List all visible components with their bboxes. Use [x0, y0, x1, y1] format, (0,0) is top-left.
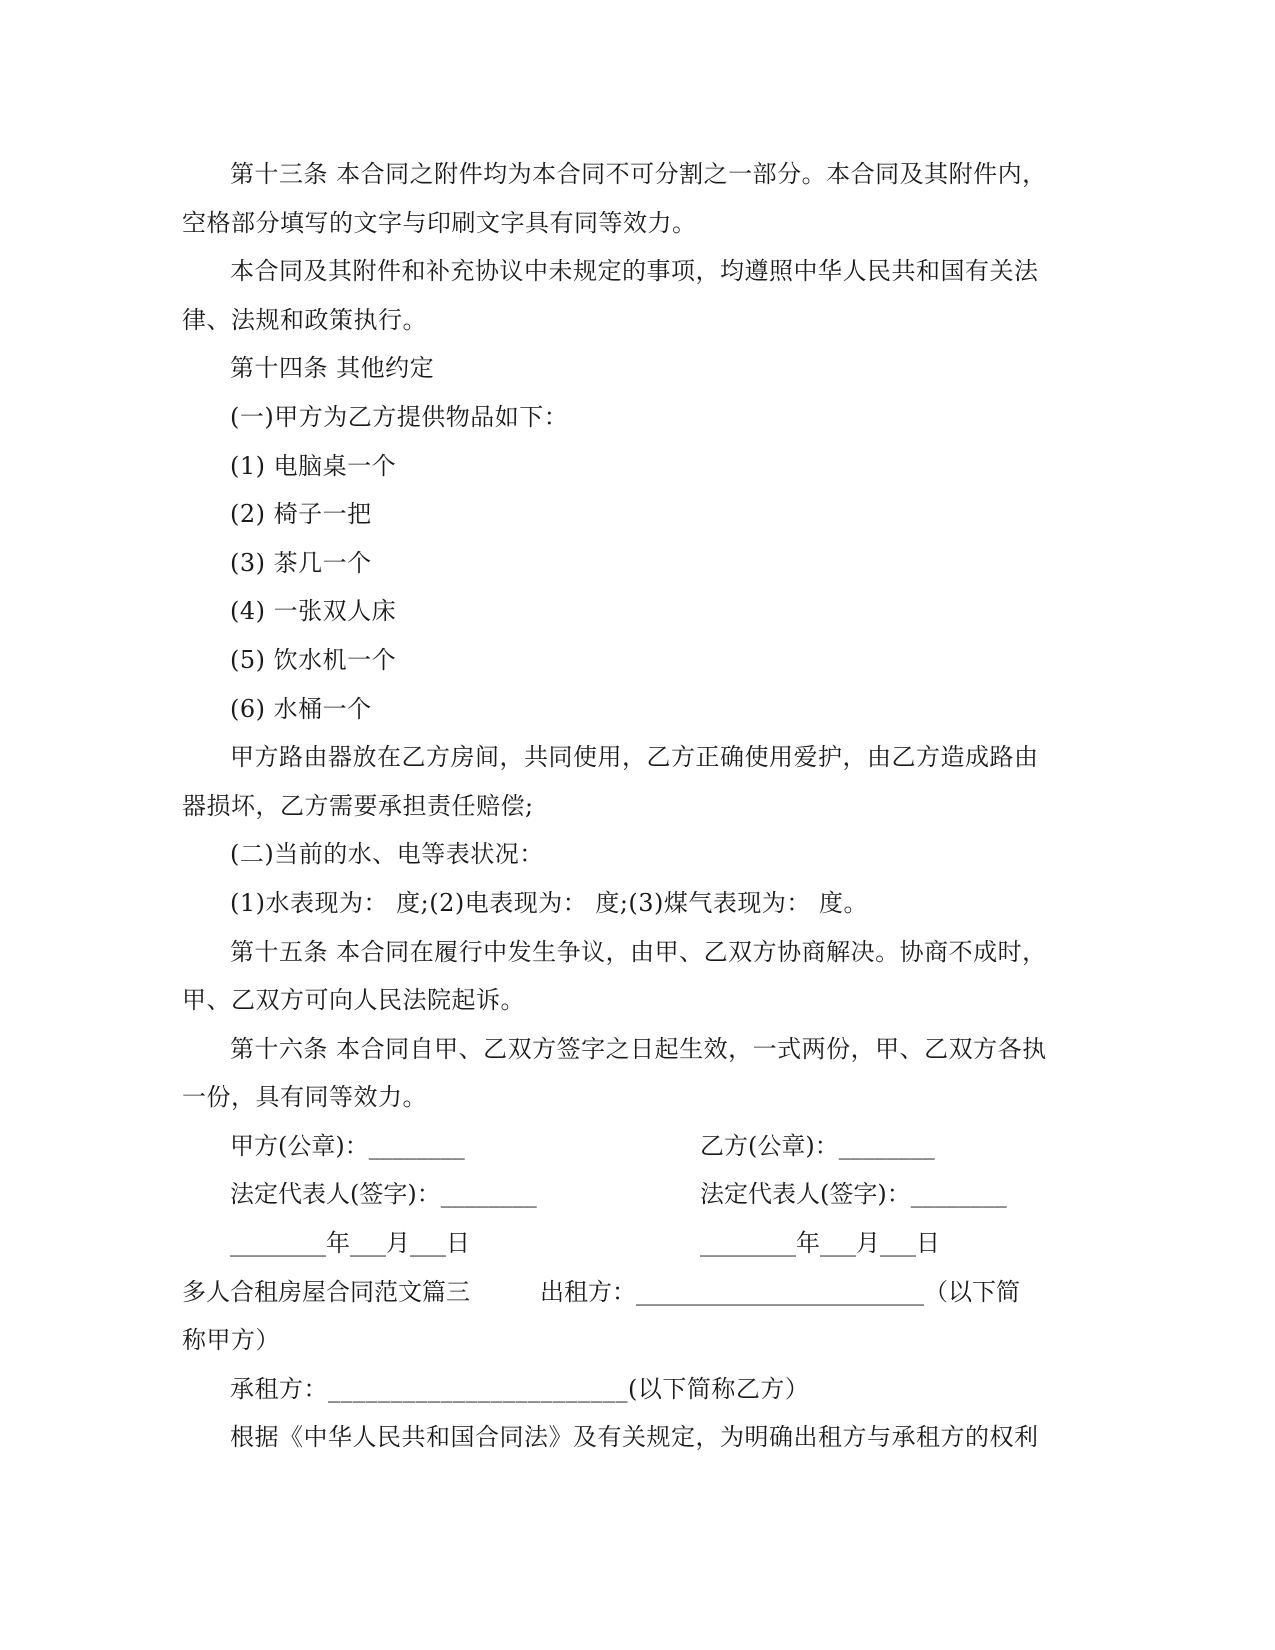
party-b-date: ________年___月___日: [700, 1229, 940, 1258]
article-13-line-1: 第十三条 本合同之附件均为本合同不可分割之一部分。本合同及其附件内，: [230, 160, 1047, 188]
next-contract-title: 多人合租房屋合同范文篇三: [182, 1277, 470, 1306]
article-16-line-1: 第十六条 本合同自甲、乙双方签字之日起生效，一式两份，甲、乙双方各执: [230, 1034, 1047, 1063]
party-a-seal: 甲方(公章)：________: [230, 1131, 465, 1160]
lessee-line: 承租方：________________________(以下简称乙方）: [230, 1374, 810, 1403]
party-b-representative: 法定代表人(签字)：________: [700, 1180, 1007, 1209]
lessor-line-2: 称甲方）: [182, 1326, 280, 1355]
party-b-seal: 乙方(公章)：________: [700, 1131, 935, 1160]
signature-seal-row: [182, 1122, 1082, 1171]
article-16-line-2: 一份，具有同等效力。: [182, 1083, 427, 1112]
next-contract-header-row: [182, 1268, 1082, 1317]
article-15-line-2: 甲、乙双方可向人民法院起诉。: [182, 986, 525, 1015]
legal-basis-line: 根据《中华人民共和国合同法》及有关规定，为明确出租方与承租方的权利: [230, 1423, 1039, 1452]
supplement-line-2: 律、法规和政策执行。: [182, 305, 427, 334]
party-a-date: ________年___月___日: [230, 1229, 470, 1258]
list-item: (1) 电脑桌一个: [230, 451, 397, 480]
article-15-line-1: 第十五条 本合同在履行中发生争议，由甲、乙双方协商解决。协商不成时，: [230, 937, 1047, 966]
router-line-1: 甲方路由器放在乙方房间，共同使用，乙方正确使用爱护，由乙方造成路由: [230, 743, 1039, 772]
article-14-title: 第十四条 其他约定: [230, 354, 435, 383]
list-item: (2) 椅子一把: [230, 500, 372, 529]
supplement-line-1: 本合同及其附件和补充协议中未规定的事项，均遵照中华人民共和国有关法: [230, 257, 1039, 286]
router-line-2: 器损坏，乙方需要承担责任赔偿;: [182, 791, 534, 820]
lessor-line: 出租方：________________________（以下简: [540, 1277, 1020, 1306]
article-13-line-2: 空格部分填写的文字与印刷文字具有同等效力。: [182, 208, 697, 237]
signature-rep-row: [182, 1170, 1082, 1219]
signature-date-row: [182, 1219, 1082, 1268]
list-item: (3) 茶几一个: [230, 548, 372, 577]
list-item: (4) 一张双人床: [230, 597, 397, 626]
list-item: (6) 水桶一个: [230, 694, 372, 723]
meter-readings: (1)水表现为： 度;(2)电表现为： 度;(3)煤气表现为： 度。: [230, 888, 869, 917]
section-2-title: (二)当前的水、电等表状况：: [230, 840, 544, 869]
contract-page: [182, 150, 1082, 1462]
section-1-title: (一)甲方为乙方提供物品如下：: [230, 402, 569, 431]
party-a-representative: 法定代表人(签字)：________: [230, 1180, 537, 1209]
list-item: (5) 饮水机一个: [230, 645, 397, 674]
